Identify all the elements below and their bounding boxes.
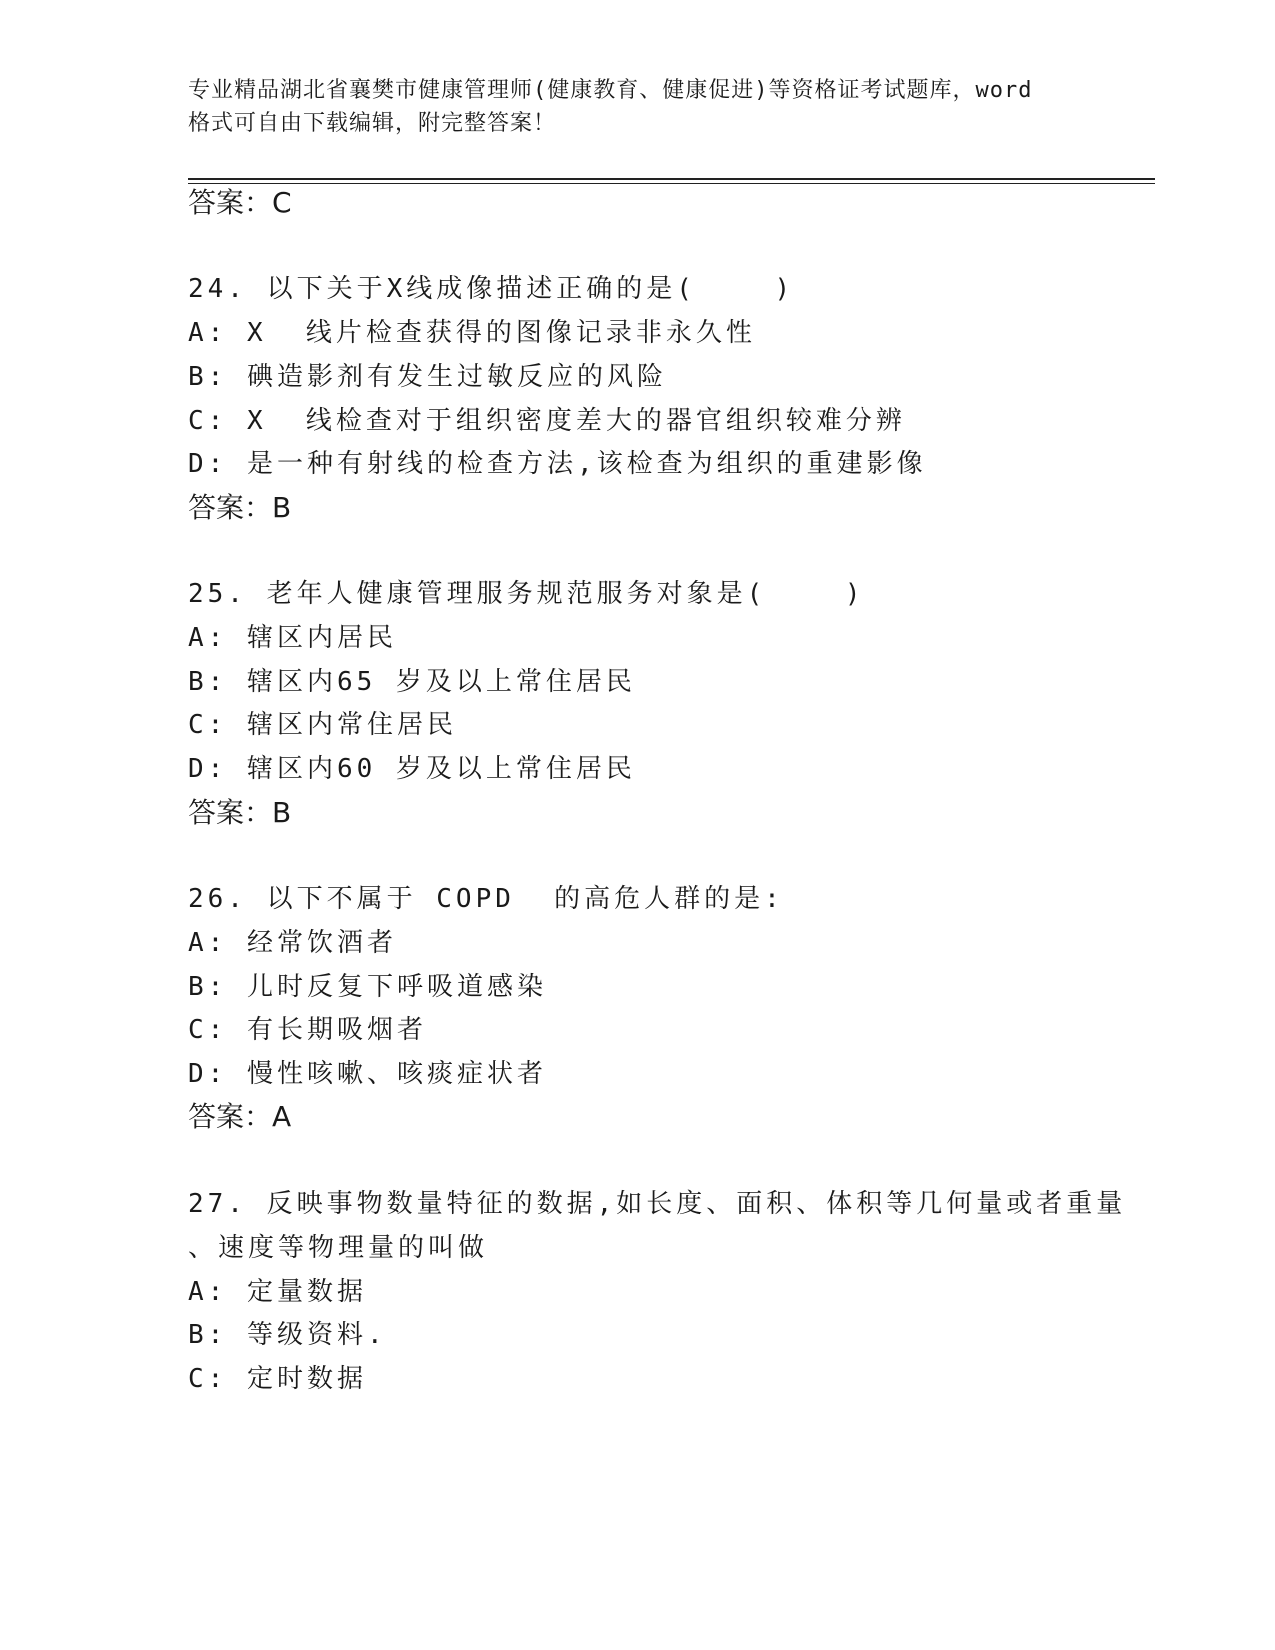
header-divider-thick bbox=[188, 178, 1155, 180]
question-24-answer: 答案：B bbox=[188, 491, 292, 524]
question-24-option-c: C: X 线检查对于组织密度差大的器官组织较难分辨 bbox=[188, 406, 906, 436]
question-27-option-c: C: 定时数据 bbox=[188, 1364, 367, 1394]
question-25-option-d: D: 辖区内60 岁及以上常住居民 bbox=[188, 754, 636, 784]
question-25-option-c: C: 辖区内常住居民 bbox=[188, 710, 457, 740]
page-header bbox=[188, 74, 1088, 140]
previous-answer: 答案：C bbox=[188, 186, 292, 219]
question-27-stem: 27. 反映事物数量特征的数据,如长度、面积、体积等几何量或者重量 bbox=[188, 1189, 1127, 1219]
question-26-option-b: B: 儿时反复下呼吸道感染 bbox=[188, 972, 547, 1002]
question-24-option-b: B: 碘造影剂有发生过敏反应的风险 bbox=[188, 362, 667, 392]
question-25-option-b: B: 辖区内65 岁及以上常住居民 bbox=[188, 667, 636, 697]
question-25-stem: 25. 老年人健康管理服务规范服务对象是( ) bbox=[188, 579, 865, 609]
question-26-stem: 26. 以下不属于 COPD 的高危人群的是: bbox=[188, 884, 784, 914]
header-line-2: 格式可自由下载编辑，附完整答案！ bbox=[188, 111, 557, 136]
question-24-stem: 24. 以下关于X线成像描述正确的是( ) bbox=[188, 274, 795, 304]
header-divider-thin bbox=[188, 183, 1155, 184]
question-26-option-d: D: 慢性咳嗽、咳痰症状者 bbox=[188, 1059, 547, 1089]
question-26-option-a: A: 经常饮酒者 bbox=[188, 928, 397, 958]
question-24-option-d: D: 是一种有射线的检查方法,该检查为组织的重建影像 bbox=[188, 449, 927, 479]
question-27-option-a: A: 定量数据 bbox=[188, 1277, 367, 1307]
question-27-option-b: B: 等级资料. bbox=[188, 1320, 387, 1350]
question-26-option-c: C: 有长期吸烟者 bbox=[188, 1015, 427, 1045]
question-26-answer: 答案：A bbox=[188, 1100, 292, 1133]
header-line-1: 专业精品湖北省襄樊市健康管理师(健康教育、健康促进)等资格证考试题库，word bbox=[188, 78, 1033, 103]
question-25-option-a: A: 辖区内居民 bbox=[188, 623, 397, 653]
question-27-stem-continued: 、速度等物理量的叫做 bbox=[188, 1233, 489, 1263]
question-24-option-a: A: X 线片检查获得的图像记录非永久性 bbox=[188, 318, 756, 348]
question-25-answer: 答案：B bbox=[188, 796, 292, 829]
